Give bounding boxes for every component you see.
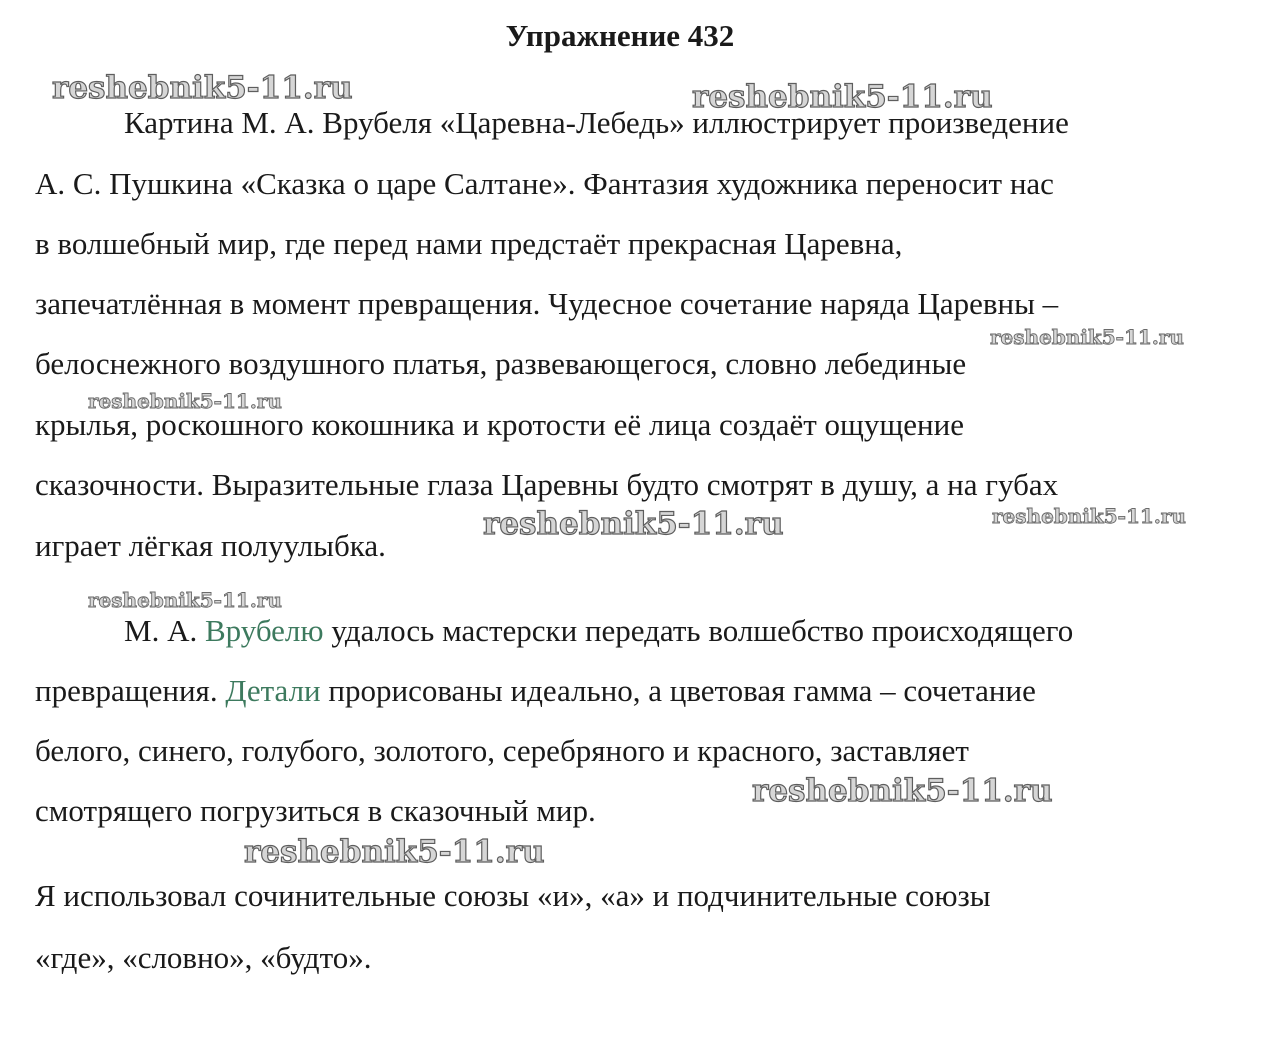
paragraph-1-line-2: А. С. Пушкина «Сказка о царе Салтане». Фантазия художника переносит нас — [35, 166, 1054, 201]
paragraph-2-line-2-start: превращения. — [35, 673, 226, 708]
paragraph-3-line-1: Я использовал сочинительные союзы «и», «а» и подчинительные союзы — [35, 878, 991, 913]
watermark: reshebnik5-11.ru — [692, 79, 993, 115]
watermark: reshebnik5-11.ru — [992, 504, 1186, 528]
paragraph-2-line-2 — [35, 671, 1036, 711]
paragraph-1-line-1: Картина М. А. Врубеля «Царевна-Лебедь» иллюстрирует произведение — [124, 105, 1069, 140]
paragraph-2-line-4: смотрящего погрузиться в сказочный мир. — [35, 793, 596, 828]
watermark: reshebnik5-11.ru — [88, 588, 282, 612]
paragraph-3-line-2: «где», «словно», «будто». — [35, 940, 372, 975]
paragraph-2-line-1 — [124, 611, 1073, 651]
watermark: reshebnik5-11.ru — [244, 834, 545, 870]
paragraph-1-line-5: белоснежного воздушного платья, развевающегося, словно лебединые — [35, 346, 967, 381]
paragraph-1-line-7: сказочности. Выразительные глаза Царевны будто смотрят в душу, а на губах — [35, 467, 1059, 502]
paragraph-1-line-6: крылья, роскошного кокошника и кротости её лица создаёт ощущение — [35, 407, 965, 442]
paragraph-2-line-3: белого, синего, голубого, золотого, серебряного и красного, заставляет — [35, 733, 969, 768]
highlighted-word-detali: Детали — [225, 673, 321, 708]
watermark: reshebnik5-11.ru — [52, 70, 353, 106]
paragraph-2-line-1-end: удалось мастерски передать волшебство происходящего — [323, 613, 1074, 648]
watermark: reshebnik5-11.ru — [990, 325, 1184, 349]
watermark: reshebnik5-11.ru — [752, 773, 1053, 809]
highlighted-word-vrubelyu: Врубелю — [204, 613, 324, 648]
watermark: reshebnik5-11.ru — [483, 506, 784, 542]
exercise-title: Упражнение 432 — [505, 18, 735, 53]
watermark: reshebnik5-11.ru — [88, 389, 282, 413]
paragraph-1-line-3: в волшебный мир, где перед нами предстаёт прекрасная Царевна, — [35, 226, 903, 261]
paragraph-2-line-2-end: прорисованы идеально, а цветовая гамма – сочетание — [320, 673, 1036, 708]
paragraph-1-line-4: запечатлённая в момент превращения. Чудесное сочетание наряда Царевны – — [35, 286, 1059, 321]
paragraph-1-line-8: играет лёгкая полуулыбка. — [35, 528, 386, 563]
paragraph-2-line-1-start: М. А. — [124, 613, 205, 648]
